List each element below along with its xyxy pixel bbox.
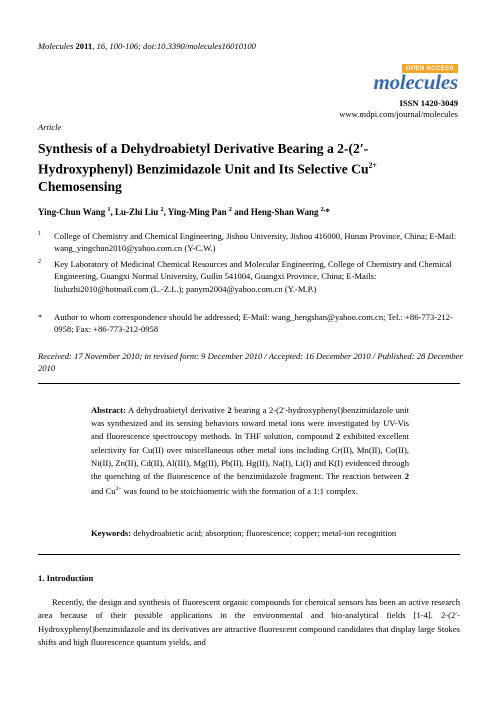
author-name: Ying-Chun Wang [38, 207, 106, 217]
divider-bottom [38, 554, 460, 555]
open-access-badge: OPEN ACCESS [402, 64, 458, 73]
corresponding-mark: * [325, 207, 330, 217]
affiliation-number: 2 [38, 259, 41, 265]
journal-logo-name: molecules [373, 70, 458, 94]
section-heading: 1. Introduction [38, 573, 94, 583]
paper-title [38, 140, 458, 195]
citation-line [38, 41, 256, 51]
author-list [38, 207, 330, 217]
author-name: Ying-Ming Pan [167, 207, 227, 217]
compound-number: 2 [335, 431, 341, 442]
divider-top [38, 383, 460, 384]
author-affil-mark: 2 [228, 207, 232, 213]
author-separator: , [163, 207, 168, 217]
affiliation-1 [38, 230, 458, 255]
abstract-text: exhibited excellent selectivity for Cu(II) over miscellaneous other metal ions including Cr(II), Mn(II), Co(II), Ni(II), Zn(II), Cd(II), Al(III), Mg(II), Pb(II), Hg(II), Na(I), Li(I) and K(I) evidenced through the quenching of the fluorescence of the benzimidazole fragment. The reaction between [91, 431, 409, 482]
abstract-text: bearing a 2-(2′-hydroxyphenyl)benzimidazole unit was synthesized and its sensing behaviors toward metal ions were investigated by UV-Vis and fluorescence spectroscopy methods. In THF solution, compound [91, 405, 409, 442]
author-separator: , [110, 207, 116, 217]
citation-year: 2011 [75, 41, 93, 51]
correspondence-note [38, 311, 458, 336]
citation-details: , 16, 100-106; doi:10.3390/molecules16010100 [92, 41, 256, 51]
publication-history: Received: 17 November 2010; in revised form: 9 December 2010 / Accepted: 16 December 2010 / Published: 28 December 2010 [38, 351, 463, 374]
keywords [91, 527, 421, 539]
keywords-text: dehydroabietic acid; absorption; fluorescence; copper; metal-ion recognition [131, 528, 397, 538]
introduction-paragraph [38, 596, 460, 650]
keywords-label: Keywords: [91, 528, 132, 538]
abstract-label: Abstract: [91, 405, 126, 415]
abstract [91, 404, 409, 498]
abstract-text: A dehydroabietyl derivative [125, 405, 228, 415]
article-type: Article [38, 122, 62, 132]
correspondence-text: Author to whom correspondence should be addressed; E-Mail: wang_hengshan@yahoo.com.cn; Tel.: +86-773-212-0958; Fax: +86-773-212-0958 [54, 312, 453, 335]
title-main: Synthesis of a Dehydroabietyl Derivative Bearing a 2-(2′-Hydroxyphenyl) Benzimidazole Unit and Its Selective Cu [38, 141, 369, 177]
affiliation-text: Key Laboratory of Medicinal Chemical Resources and Molecular Engineering, College of Chemistry and Chemical Engineering, Guangxi Normal University, Guilin 541004, Guangxi Province, China; E-Mails: liuluzhi2010@hotmail.com (L.-Z.L.); panym2004@yahoo.com.cn (Y.-M.P.) [54, 259, 452, 294]
affiliation-2 [38, 258, 458, 295]
author-affil-mark: 2, [320, 207, 326, 213]
introduction-text: Recently, the design and synthesis of fluorescent organic compounds for chemical sensors has been an active research area because of their possible applications in the environmental and bio-analytical fields [1-4]. 2-(2′-Hydroxyphenyl)benzimidazole and its derivatives are attractive fluorescent compound candidates that display large Stokes shifts and high fluorescence quantum yields, and [38, 597, 460, 648]
title-tail: Chemosensing [38, 178, 122, 194]
author-name: Heng-Shan Wang [250, 207, 319, 217]
title-superscript: 2+ [368, 161, 378, 170]
author-affil-mark: 1 [107, 207, 111, 213]
citation-journal: Molecules [38, 41, 74, 51]
author-separator: and [231, 207, 251, 217]
issn: ISSN 1420-3049 [399, 98, 458, 108]
abstract-text: was found to be stoichiometric with the formation of a 1:1 complex. [121, 486, 358, 497]
author-affil-mark: 2 [160, 207, 164, 213]
affiliation-text: College of Chemistry and Chemical Engineering, Jishou University, Jishou 416000, Hunan Province, China; E-Mail: wang_yingchun2010@yahoo.com.cn (Y-C.W.) [54, 231, 457, 254]
compound-number: 2 [404, 471, 409, 482]
correspondence-mark: * [38, 312, 43, 322]
journal-url[interactable]: www.mdpi.com/journal/molecules [339, 109, 458, 119]
charge-superscript: 2+ [115, 486, 122, 493]
abstract-text: and Cu [91, 486, 116, 497]
author-name: Lu-Zhi Liu [115, 207, 159, 217]
affiliation-number: 1 [38, 231, 41, 237]
compound-number: 2 [227, 405, 232, 415]
